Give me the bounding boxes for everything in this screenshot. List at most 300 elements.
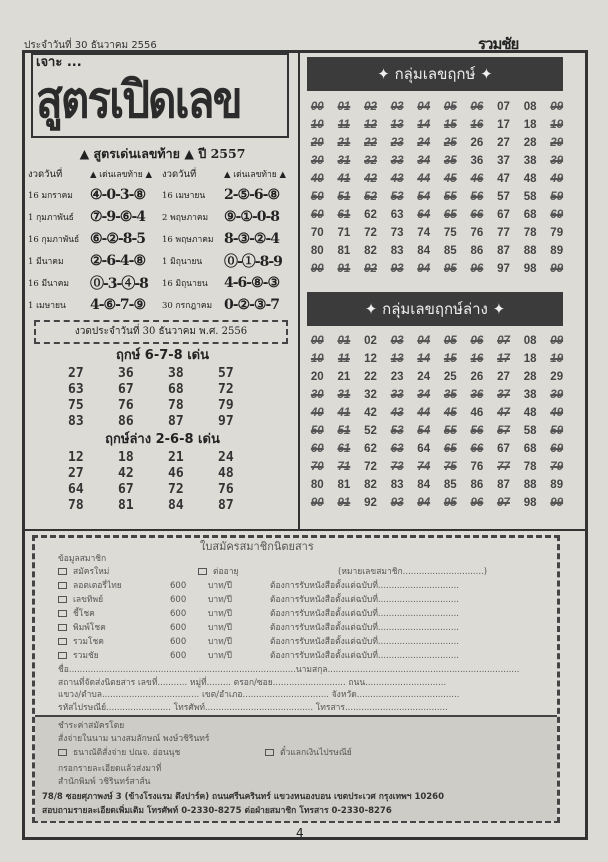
crossed-number-cell: 01 [337, 101, 351, 113]
number-cell: 37 [497, 155, 510, 167]
number-cell: 98 [523, 263, 537, 275]
form-section: ข้อมูลสมาชิก [58, 554, 107, 564]
address-field[interactable]: สถานที่จัดส่งนิตยสาร เลขที่........... หมู่ที่......... ตรอก/ซอย........................... ถนน.............................. [58, 677, 447, 688]
result-digits: ⓪-3-④-8 [90, 276, 148, 292]
new-member-checkbox[interactable] [58, 567, 109, 578]
crossed-number-cell: 41 [337, 173, 351, 185]
checkbox-icon [58, 610, 67, 617]
start-issue-field[interactable]: ต้องการรับหนังสือตั้งแต่ฉบับที่.............................. [270, 637, 459, 647]
crossed-number-cell: 60 [310, 443, 324, 455]
crossed-number-cell: 29 [550, 137, 564, 149]
number-cell: 67 [497, 443, 510, 455]
crossed-number-cell: 15 [443, 353, 457, 365]
number-cell: 83 [68, 414, 84, 429]
number-cell: 76 [118, 398, 134, 413]
crossed-number-cell: 30 [310, 155, 324, 167]
publisher: สำนักพิมพ์ วชิรินทร์สาส์น [58, 777, 151, 787]
number-cell: 76 [218, 482, 234, 497]
start-issue-field[interactable]: ต้องการรับหนังสือตั้งแต่ฉบับที่.............................. [270, 623, 459, 633]
number-cell: 76 [470, 461, 484, 473]
table-row [28, 294, 298, 316]
magazine-checkbox[interactable] [58, 609, 95, 620]
crossed-number-cell: 07 [497, 335, 510, 347]
crossed-number-cell: 43 [390, 407, 404, 419]
crossed-number-cell: 09 [550, 101, 564, 113]
number-cell: 88 [523, 479, 537, 491]
draw-date: 1 กุมภาพันธ์ [28, 213, 74, 223]
number-cell: 27 [497, 371, 510, 383]
checkbox-icon [58, 749, 67, 756]
number-cell: 38 [523, 155, 537, 167]
draw-date: 1 มิถุนายน [162, 257, 203, 267]
date-line: ประจำวันที่ 30 ธันวาคม 2556 [24, 40, 157, 51]
number-cell: 89 [550, 245, 564, 257]
draw-date: 1 เมษายน [28, 301, 66, 311]
crossed-number-cell: 99 [550, 263, 564, 275]
magazine-name: รวมโชค [73, 637, 104, 647]
number-cell: 72 [364, 461, 377, 473]
crossed-number-cell: 21 [337, 137, 351, 149]
number-cell: 81 [337, 479, 351, 491]
crossed-number-cell: 91 [337, 263, 351, 275]
crossed-number-cell: 70 [310, 461, 324, 473]
crossed-number-cell: 57 [497, 425, 510, 437]
crossed-number-cell: 49 [550, 407, 564, 419]
crossed-number-cell: 39 [550, 155, 564, 167]
crossed-number-cell: 92 [364, 263, 377, 275]
crossed-number-cell: 60 [310, 209, 324, 221]
price-unit: บาท/ปี [208, 595, 233, 605]
checkbox-icon [58, 582, 67, 589]
number-cell: 78 [523, 461, 537, 473]
number-cell: 71 [337, 227, 351, 239]
magazine-checkbox[interactable] [58, 637, 104, 648]
crossed-number-cell: 94 [417, 497, 431, 509]
crossed-number-cell: 31 [337, 389, 351, 401]
crossed-number-cell: 54 [417, 425, 431, 437]
number-cell: 86 [118, 414, 134, 429]
number-cell: 62 [364, 443, 377, 455]
renew-checkbox[interactable] [198, 567, 238, 578]
lower-heading: ฤกษ์ล่าง 2-6-8 เด่น [105, 432, 220, 447]
draw-date: 16 พฤษภาคม [162, 235, 214, 245]
checkbox-icon [58, 624, 67, 631]
crossed-number-cell: 93 [390, 497, 404, 509]
number-cell: 78 [523, 227, 537, 239]
number-cell: 21 [337, 371, 351, 383]
number-cell: 88 [523, 245, 537, 257]
crossed-number-cell: 44 [417, 407, 431, 419]
page-title: สูตรเปิดเลข [36, 70, 241, 130]
crossed-number-cell: 61 [337, 443, 351, 455]
crossed-number-cell: 91 [337, 497, 351, 509]
result-digits: ②-6-4-⑧ [90, 253, 146, 269]
renew-label: ต่ออายุ [213, 567, 239, 577]
number-cell: 82 [364, 245, 377, 257]
crossed-number-cell: 49 [550, 173, 564, 185]
crossed-number-cell: 13 [390, 119, 404, 131]
checkbox-icon [58, 596, 67, 603]
price-unit: บาท/ปี [208, 651, 233, 661]
number-cell: 47 [497, 173, 510, 185]
upper-heading: ฤกษ์ 6-7-8 เด่น [115, 348, 210, 363]
number-cell: 36 [118, 366, 134, 381]
number-cell: 75 [443, 227, 457, 239]
formula-table [28, 164, 298, 316]
number-cell: 46 [470, 407, 484, 419]
number-cell: 18 [523, 119, 537, 131]
crossed-number-cell: 51 [337, 425, 351, 437]
number-cell: 84 [417, 479, 431, 491]
draw-date: 2 พฤษภาคม [162, 213, 209, 223]
crossed-number-cell: 56 [470, 425, 484, 437]
crossed-number-cell: 65 [443, 443, 457, 455]
price: 600 [170, 581, 187, 591]
number-cell: 48 [523, 173, 537, 185]
crossed-number-cell: 01 [337, 335, 351, 347]
number-cell: 48 [523, 407, 537, 419]
contact: สอบถามรายละเอียดเพิ่มเติม โทรศัพท์ 0-2330-8275 ต่อฝ่ายสมาชิก โทรสาร 0-2330-8276 [42, 806, 392, 816]
crossed-number-cell: 31 [337, 155, 351, 167]
number-cell: 38 [168, 366, 184, 381]
crossed-number-cell: 37 [497, 389, 510, 401]
crossed-number-cell: 16 [470, 353, 484, 365]
number-cell: 17 [497, 119, 510, 131]
crossed-number-cell: 96 [470, 263, 484, 275]
number-cell: 87 [497, 479, 510, 491]
magazine-checkbox[interactable] [58, 581, 122, 592]
start-issue-field[interactable]: ต้องการรับหนังสือตั้งแต่ฉบับที่.............................. [270, 581, 459, 591]
number-cell: 82 [364, 479, 377, 491]
number-cell: 87 [168, 414, 184, 429]
start-issue-field[interactable]: ต้องการรับหนังสือตั้งแต่ฉบับที่.............................. [270, 595, 459, 605]
address-field[interactable]: รหัสไปรษณีย์........................ โทรศัพท์........................................ โทรสาร...................................... [58, 702, 448, 713]
number-cell: 58 [523, 425, 537, 437]
result-digits: ⑦-9-⑥-4 [90, 209, 146, 225]
number-cell: 77 [497, 227, 510, 239]
crossed-number-cell: 97 [497, 497, 510, 509]
price-unit: บาท/ปี [208, 623, 233, 633]
crossed-number-cell: 06 [470, 335, 484, 347]
crossed-number-cell: 69 [550, 443, 564, 455]
checkbox-icon [58, 638, 67, 645]
number-cell: 70 [310, 227, 324, 239]
result-digits: 4-6-⑧-③ [224, 275, 280, 291]
number-cell: 22 [364, 371, 377, 383]
crossed-number-cell: 20 [310, 137, 324, 149]
number-cell: 84 [417, 245, 431, 257]
number-cell: 72 [364, 227, 377, 239]
upper-numbers [68, 366, 268, 429]
number-cell: 26 [470, 371, 484, 383]
crossed-number-cell: 95 [443, 263, 457, 275]
number-cell: 67 [118, 382, 134, 397]
number-cell: 92 [364, 497, 377, 509]
number-cell: 36 [470, 155, 484, 167]
crossed-number-cell: 56 [470, 191, 484, 203]
crossed-number-cell: 05 [443, 101, 457, 113]
number-cell: 46 [168, 466, 184, 481]
number-cell: 62 [364, 209, 377, 221]
col-header: งวดวันที่ [28, 168, 63, 180]
crossed-number-cell: 13 [390, 353, 404, 365]
start-issue-field[interactable]: ต้องการรับหนังสือตั้งแต่ฉบับที่.............................. [270, 651, 459, 661]
number-cell: 68 [523, 209, 537, 221]
crossed-number-cell: 77 [497, 461, 510, 473]
number-cell: 73 [390, 227, 404, 239]
magazine-name: รวมชัย [73, 651, 99, 661]
crossed-number-cell: 53 [390, 191, 404, 203]
crossed-number-cell: 52 [364, 191, 377, 203]
number-cell: 63 [68, 382, 84, 397]
crossed-number-cell: 36 [470, 389, 484, 401]
group-lower-header: ✦ กลุ่มเลขฤกษ์ล่าง ✦ [307, 292, 563, 326]
crossed-number-cell: 99 [550, 497, 564, 509]
crossed-number-cell: 17 [497, 353, 510, 365]
number-cell: 26 [470, 137, 484, 149]
divider [25, 529, 588, 531]
number-cell: 23 [390, 371, 404, 383]
result-digits: 4-⑥-7-⑨ [90, 297, 146, 313]
crossed-number-cell: 23 [390, 137, 404, 149]
number-cell: 79 [218, 398, 234, 413]
number-cell: 63 [390, 209, 404, 221]
crossed-number-cell: 25 [443, 137, 457, 149]
number-cell: 76 [470, 227, 484, 239]
table-row [28, 250, 298, 272]
number-cell: 68 [168, 382, 184, 397]
crossed-number-cell: 95 [443, 497, 457, 509]
crossed-number-cell: 90 [310, 263, 324, 275]
price: 600 [170, 651, 187, 661]
number-cell: 08 [523, 335, 537, 347]
number-cell: 72 [218, 382, 234, 397]
col-header: ▲ เด่นเลขท้าย ▲ [90, 170, 152, 180]
draw-date-box: งวดประจำวันที่ 30 ธันวาคม พ.ศ. 2556 [34, 320, 288, 344]
number-cell: 27 [68, 466, 84, 481]
magazine-name: เลขทิพย์ [73, 595, 104, 605]
number-cell: 67 [118, 482, 134, 497]
crossed-number-cell: 04 [417, 335, 431, 347]
crossed-number-cell: 54 [417, 191, 431, 203]
crossed-number-cell: 46 [470, 173, 484, 185]
crossed-number-cell: 32 [364, 155, 377, 167]
crossed-number-cell: 19 [550, 353, 564, 365]
crossed-number-cell: 43 [390, 173, 404, 185]
col-header: ▲ เด่นเลขท้าย ▲ [224, 170, 286, 180]
draw-date: 16 มีนาคม [28, 279, 69, 289]
crossed-number-cell: 35 [443, 155, 457, 167]
number-cell: 98 [523, 497, 537, 509]
group-upper-grid [304, 100, 570, 277]
number-cell: 81 [118, 498, 134, 513]
crossed-number-cell: 40 [310, 173, 324, 185]
number-cell: 64 [417, 443, 431, 455]
lower-numbers [68, 450, 268, 513]
number-cell: 58 [523, 191, 537, 203]
number-cell: 18 [523, 353, 537, 365]
result-digits: ⑨-①-0-8 [224, 209, 280, 225]
crossed-number-cell: 24 [417, 137, 431, 149]
crossed-number-cell: 69 [550, 209, 564, 221]
number-cell: 79 [550, 227, 564, 239]
number-cell: 42 [118, 466, 134, 481]
crossed-number-cell: 55 [443, 425, 457, 437]
crossed-number-cell: 19 [550, 119, 564, 131]
postal-note-label: ตั๋วแลกเงินไปรษณีย์ [280, 748, 352, 758]
form-title: ใบสมัครสมาชิกนิตยสาร [200, 540, 314, 553]
number-cell: 57 [497, 191, 510, 203]
number-cell: 57 [218, 366, 234, 381]
number-cell: 24 [218, 450, 234, 465]
result-digits: ⓪-①-8-9 [224, 254, 282, 270]
crossed-number-cell: 11 [337, 119, 350, 131]
number-cell: 52 [364, 425, 377, 437]
crossed-number-cell: 66 [470, 443, 484, 455]
table-body [28, 184, 298, 316]
crossed-number-cell: 61 [337, 209, 351, 221]
price-unit: บาท/ปี [208, 637, 233, 647]
crossed-number-cell: 50 [310, 191, 324, 203]
draw-date: 16 มกราคม [28, 191, 73, 201]
result-digits: 8-③-②-4 [224, 231, 280, 247]
number-cell: 87 [218, 498, 234, 513]
number-cell: 97 [218, 414, 234, 429]
number-cell: 68 [523, 443, 537, 455]
number-cell: 97 [497, 263, 510, 275]
result-digits: ④-0-3-⑧ [90, 187, 146, 203]
crossed-number-cell: 00 [310, 335, 324, 347]
number-cell: 12 [364, 353, 377, 365]
number-cell: 07 [497, 101, 510, 113]
result-digits: 2-⑤-6-⑧ [224, 187, 280, 203]
number-cell: 18 [118, 450, 134, 465]
magazine-checkbox[interactable] [58, 651, 99, 662]
number-cell: 25 [443, 371, 457, 383]
number-cell: 29 [550, 371, 564, 383]
crossed-number-cell: 55 [443, 191, 457, 203]
crossed-number-cell: 16 [470, 119, 484, 131]
number-cell: 81 [337, 245, 351, 257]
crossed-number-cell: 03 [390, 101, 404, 113]
crossed-number-cell: 35 [443, 389, 457, 401]
crossed-number-cell: 93 [390, 263, 404, 275]
crossed-number-cell: 34 [417, 155, 431, 167]
number-cell: 64 [68, 482, 84, 497]
crossed-number-cell: 59 [550, 425, 564, 437]
crossed-number-cell: 33 [390, 155, 404, 167]
number-cell: 24 [417, 371, 431, 383]
number-cell: 48 [218, 466, 234, 481]
draw-date: 1 มีนาคม [28, 257, 64, 267]
crossed-number-cell: 30 [310, 389, 324, 401]
table-row [28, 184, 298, 206]
money-order-label: ธนาณัติสั่งจ่าย ปณจ. อ่อนนุช [73, 748, 181, 758]
crossed-number-cell: 33 [390, 389, 404, 401]
start-issue-field[interactable]: ต้องการรับหนังสือตั้งแต่ฉบับที่.............................. [270, 609, 459, 619]
crossed-number-cell: 06 [470, 101, 484, 113]
price-unit: บาท/ปี [208, 609, 233, 619]
crossed-number-cell: 53 [390, 425, 404, 437]
crossed-number-cell: 05 [443, 335, 457, 347]
crossed-number-cell: 04 [417, 101, 431, 113]
price: 600 [170, 595, 187, 605]
crossed-number-cell: 75 [443, 461, 457, 473]
number-cell: 89 [550, 479, 564, 491]
draw-date: 16 กุมภาพันธ์ [28, 235, 80, 245]
number-cell: 02 [364, 335, 377, 347]
col-header: งวดวันที่ [162, 168, 197, 180]
number-cell: 75 [68, 398, 84, 413]
number-cell: 42 [364, 407, 377, 419]
crossed-number-cell: 09 [550, 335, 564, 347]
number-cell: 85 [443, 245, 457, 257]
crossed-number-cell: 02 [364, 101, 377, 113]
crossed-number-cell: 64 [417, 209, 431, 221]
crossed-number-cell: 15 [443, 119, 457, 131]
result-digits: ⑥-②-8-5 [90, 231, 146, 247]
number-cell: 38 [523, 389, 537, 401]
table-row [28, 272, 298, 294]
magazine-name: ลอตเตอรี่ไทย [73, 581, 122, 591]
crossed-number-cell: 40 [310, 407, 324, 419]
number-cell: 86 [470, 245, 484, 257]
formula-subhead: ▲ สูตรเด่นเลขท้าย ▲ ปี 2557 [79, 146, 246, 161]
crossed-number-cell: 42 [364, 173, 377, 185]
crossed-number-cell: 65 [443, 209, 457, 221]
magazine-checkbox[interactable] [58, 595, 103, 606]
crossed-number-cell: 10 [310, 119, 324, 131]
money-order-checkbox[interactable] [58, 748, 180, 759]
address: 78/8 ซอยศุภาพงษ์ 3 (ข้างโรงแรม ตึงปาร์ค) ถนนศรีนครินทร์ แขวงหนองบอน เขตประเวศ กรุงเทพฯ 10260 [42, 792, 445, 802]
number-cell: 78 [168, 398, 184, 413]
crossed-number-cell: 45 [443, 407, 457, 419]
number-cell: 28 [523, 137, 537, 149]
address-field[interactable]: แขวง/ตำบล.................................... เขต/อำเภอ................................ จังหวัด...................................... [58, 690, 460, 700]
page-number: 4 [296, 826, 304, 840]
number-cell: 83 [390, 245, 404, 257]
send-to: กรอกรายละเอียดแล้วส่งมาที่ [58, 764, 162, 774]
postal-note-checkbox[interactable] [265, 748, 352, 759]
magazine-checkbox[interactable] [58, 623, 106, 634]
number-cell: 72 [168, 482, 184, 497]
checkbox-icon [58, 568, 67, 575]
table-row [28, 228, 298, 250]
crossed-number-cell: 10 [310, 353, 324, 365]
crossed-number-cell: 79 [550, 461, 564, 473]
crossed-number-cell: 90 [310, 497, 324, 509]
crossed-number-cell: 41 [337, 407, 351, 419]
crossed-number-cell: 45 [443, 173, 457, 185]
address-field[interactable]: ชื่อ....................................................................................นามสกุล....................................................................... [58, 665, 520, 675]
number-cell: 27 [497, 137, 510, 149]
price: 600 [170, 623, 187, 633]
checkbox-icon [265, 749, 274, 756]
crossed-number-cell: 39 [550, 389, 564, 401]
pay-to: สั่งจ่ายในนาม นางสมลักษณ์ พงษ์วชิรินทร์ [58, 734, 210, 744]
crossed-number-cell: 74 [417, 461, 431, 473]
number-cell: 67 [497, 209, 510, 221]
member-number-field[interactable]: (หมายเลขสมาชิก..............................) [338, 567, 488, 577]
result-digits: 0-②-③-7 [224, 297, 280, 313]
crossed-number-cell: 12 [364, 119, 377, 131]
crossed-number-cell: 63 [390, 443, 404, 455]
number-cell: 78 [68, 498, 84, 513]
new-label: สมัครใหม่ [73, 567, 110, 577]
group-lower-grid [304, 334, 570, 511]
crossed-number-cell: 03 [390, 335, 404, 347]
title-kicker: เจาะ ... [36, 55, 82, 70]
